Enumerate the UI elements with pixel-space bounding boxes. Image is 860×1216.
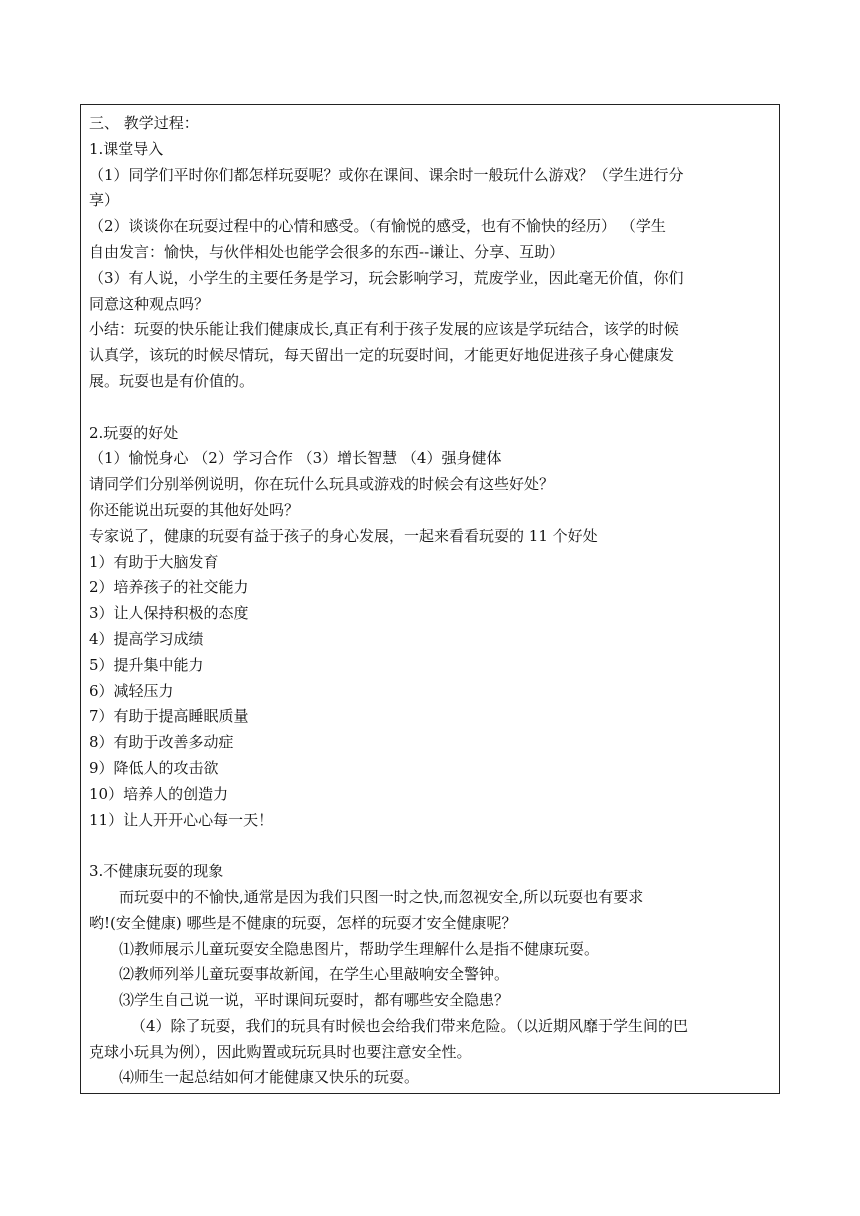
step-5: ⑷师生一起总结如何才能健康又快乐的玩耍。	[119, 1068, 420, 1087]
question-1-cont: 享）	[89, 191, 120, 210]
part3-intro-cont: 哟!(安全健康) 哪些是不健康的玩耍，怎样的玩耍才安全健康呢？	[89, 913, 517, 932]
benefit-item: 7）有助于提高睡眠质量	[89, 707, 249, 726]
prompt-2: 你还能说出玩耍的其他好处吗？	[89, 500, 300, 519]
section-title: 三、 教学过程：	[89, 114, 199, 132]
expert-note: 专家说了，健康的玩耍有益于孩子的身心发展，一起来看看玩耍的 11 个好处	[89, 526, 598, 545]
prompt-1: 请同学们分别举例说明，你在玩什么玩具或游戏的时候会有这些好处？	[89, 475, 555, 494]
question-3: （3）有人说，小学生的主要任务是学习，玩会影响学习，荒废学业，因此毫无价值，你们	[89, 268, 684, 287]
step-2: ⑵教师列举儿童玩耍事故新闻，在学生心里敲响安全警钟。	[119, 965, 510, 984]
summary-cont-2: 展。玩耍也是有价值的。	[89, 371, 255, 390]
step-1: ⑴教师展示儿童玩耍安全隐患图片，帮助学生理解什么是指不健康玩耍。	[119, 939, 600, 958]
part3-intro: 而玩耍中的不愉快,通常是因为我们只图一时之快,而忽视安全,所以玩耍也有要求	[119, 887, 644, 906]
benefit-item: 5）提升集中能力	[89, 655, 204, 674]
question-2-cont: 自由发言：愉快，与伙伴相处也能学会很多的东西--谦让、分享、互助）	[89, 242, 565, 261]
spacer	[89, 833, 773, 859]
benefit-item: 8）有助于改善多动症	[89, 733, 234, 752]
benefit-item: 6）减轻压力	[89, 681, 174, 700]
question-1: （1）同学们平时你们都怎样玩耍呢？或你在课间、课余时一般玩什么游戏？（学生进行分	[89, 165, 684, 184]
question-3-cont: 同意这种观点吗？	[89, 294, 210, 313]
part1-heading: 1.课堂导入	[89, 139, 164, 158]
part2-heading: 2.玩耍的好处	[89, 423, 179, 442]
step-3: ⑶学生自己说一说，平时课间玩耍时，都有哪些安全隐患？	[119, 991, 510, 1010]
benefit-item: 4）提高学习成绩	[89, 629, 204, 648]
benefit-item: 2）培养孩子的社交能力	[89, 578, 249, 597]
summary: 小结：玩耍的快乐能让我们健康成长,真正有利于孩子发展的应该是学玩结合，该学的时候	[89, 320, 679, 339]
benefit-item: 3）让人保持积极的态度	[89, 604, 249, 623]
lesson-content	[89, 111, 773, 1091]
benefits-line: （1）愉悦身心 （2）学习合作 （3）增长智慧 （4）强身健体	[89, 449, 502, 468]
question-2: （2）谈谈你在玩耍过程中的心情和感受。（有愉悦的感受，也有不愉快的经历） （学生	[89, 217, 666, 236]
lesson-plan-table-cell	[80, 104, 780, 1094]
summary-cont-1: 认真学，该玩的时候尽情玩，每天留出一定的玩耍时间，才能更好地促进孩子身心健康发	[89, 346, 675, 365]
benefit-item: 10）培养人的创造力	[89, 784, 229, 803]
spacer	[89, 395, 773, 421]
step-4-cont: 克球小玩具为例），因此购置或玩玩具时也要注意安全性。	[89, 1042, 472, 1061]
step-4: （4）除了玩耍，我们的玩具有时候也会给我们带来危险。（以近期风靡于学生间的巴	[131, 1016, 689, 1035]
benefit-item: 9）降低人的攻击欲	[89, 758, 219, 777]
benefit-item: 1）有助于大脑发育	[89, 552, 219, 571]
part3-heading: 3.不健康玩耍的现象	[89, 862, 224, 881]
benefit-item: 11）让人开开心心每一天！	[89, 810, 274, 829]
